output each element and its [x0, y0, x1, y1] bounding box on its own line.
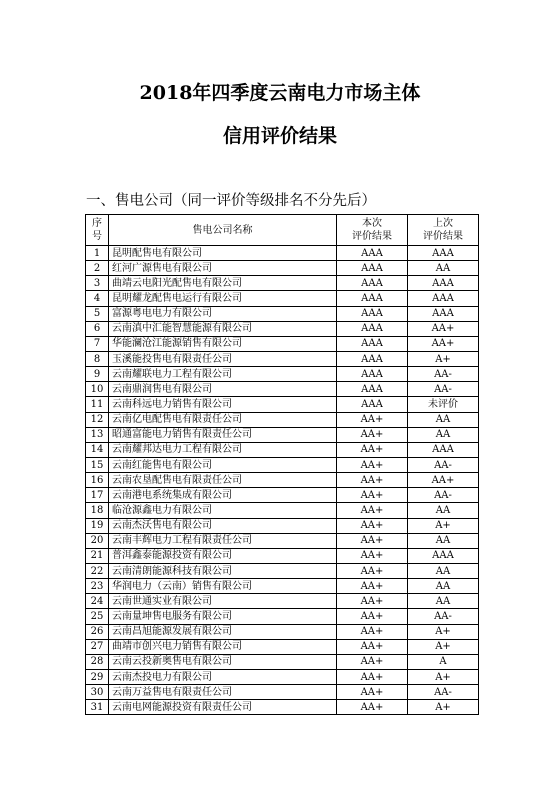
table-row: [86, 457, 479, 472]
table-row: [86, 397, 479, 412]
page-title-line1: 2018年四季度云南电力市场主体: [139, 82, 421, 104]
this-rating: AAA: [337, 367, 408, 382]
company-name: 富源粤电电力有限公司: [109, 306, 337, 321]
header-this-result: [337, 215, 408, 246]
table-row: [86, 518, 479, 533]
company-name: 昆明配售电有限公司: [109, 246, 337, 261]
table-row: [86, 473, 479, 488]
row-number: 10: [86, 382, 109, 397]
last-rating: A+: [408, 639, 479, 654]
this-rating: AA+: [337, 533, 408, 548]
header-no: [86, 215, 109, 246]
table-row: [86, 503, 479, 518]
row-number: 26: [86, 624, 109, 639]
company-name: 云南杰沃售电有限公司: [109, 518, 337, 533]
last-rating: A+: [408, 669, 479, 684]
table-row: [86, 533, 479, 548]
this-rating: AA+: [337, 518, 408, 533]
table-body: [86, 246, 479, 715]
this-rating: AA+: [337, 685, 408, 700]
table-row: [86, 246, 479, 261]
last-rating: AA: [408, 594, 479, 609]
company-name: 云南万益售电有限责任公司: [109, 685, 337, 700]
this-rating: AAA: [337, 306, 408, 321]
row-number: 17: [86, 488, 109, 503]
this-rating: AA+: [337, 412, 408, 427]
table-row: [86, 579, 479, 594]
last-rating: AAA: [408, 548, 479, 563]
section-heading: 一、售电公司（同一评价等级排名不分先后）: [86, 193, 376, 209]
this-rating: AA+: [337, 457, 408, 472]
header-company-name: 售电公司名称: [109, 215, 337, 246]
last-rating: 未评价: [408, 397, 479, 412]
row-number: 19: [86, 518, 109, 533]
company-name: 云南农垦配售电有限责任公司: [109, 473, 337, 488]
table-row: [86, 685, 479, 700]
company-name: 普洱鑫泰能源投资有限公司: [109, 548, 337, 563]
last-rating: AA-: [408, 488, 479, 503]
row-number: 9: [86, 367, 109, 382]
table-row: [86, 488, 479, 503]
row-number: 18: [86, 503, 109, 518]
header-last-line1: 上次: [433, 218, 453, 229]
last-rating: AAA: [408, 442, 479, 457]
this-rating: AAA: [337, 276, 408, 291]
this-rating: AA+: [337, 442, 408, 457]
row-number: 20: [86, 533, 109, 548]
company-name: 云南云投新奥售电有限公司: [109, 654, 337, 669]
row-number: 16: [86, 473, 109, 488]
last-rating: A+: [408, 700, 479, 715]
row-number: 2: [86, 261, 109, 276]
last-rating: AA+: [408, 321, 479, 336]
this-rating: AA+: [337, 579, 408, 594]
table-row: [86, 306, 479, 321]
row-number: 1: [86, 246, 109, 261]
row-number: 5: [86, 306, 109, 321]
header-this-line2: 评价结果: [352, 231, 392, 242]
table-row: [86, 594, 479, 609]
company-name: 云南清朗能源科技有限公司: [109, 563, 337, 578]
company-name: 红河广源售电有限公司: [109, 261, 337, 276]
row-number: 28: [86, 654, 109, 669]
this-rating: AA+: [337, 548, 408, 563]
row-number: 4: [86, 291, 109, 306]
row-number: 25: [86, 609, 109, 624]
this-rating: AA+: [337, 654, 408, 669]
credit-rating-table: [85, 214, 479, 715]
last-rating: A+: [408, 351, 479, 366]
company-name: 曲靖云电阳光配售电有限公司: [109, 276, 337, 291]
this-rating: AAA: [337, 321, 408, 336]
this-rating: AAA: [337, 291, 408, 306]
table-row: [86, 442, 479, 457]
last-rating: AA+: [408, 473, 479, 488]
last-rating: AAA: [408, 306, 479, 321]
this-rating: AA+: [337, 594, 408, 609]
company-name: 云南红能售电有限公司: [109, 457, 337, 472]
last-rating: AA: [408, 503, 479, 518]
row-number: 23: [86, 579, 109, 594]
header-last-result: [408, 215, 479, 246]
last-rating: A+: [408, 624, 479, 639]
last-rating: AA-: [408, 367, 479, 382]
last-rating: A: [408, 654, 479, 669]
row-number: 31: [86, 700, 109, 715]
this-rating: AA+: [337, 503, 408, 518]
row-number: 22: [86, 563, 109, 578]
this-rating: AAA: [337, 246, 408, 261]
table-row: [86, 427, 479, 442]
page-title-line2: 信用评价结果: [222, 125, 337, 147]
last-rating: AAA: [408, 246, 479, 261]
table-row: [86, 639, 479, 654]
last-rating: AA: [408, 427, 479, 442]
company-name: 昆明耀龙配售电运行有限公司: [109, 291, 337, 306]
table-row: [86, 351, 479, 366]
last-rating: AA: [408, 579, 479, 594]
last-rating: AA-: [408, 609, 479, 624]
company-name: 玉溪能投售电有限责任公司: [109, 351, 337, 366]
this-rating: AAA: [337, 382, 408, 397]
last-rating: AA: [408, 563, 479, 578]
this-rating: AA+: [337, 639, 408, 654]
row-number: 13: [86, 427, 109, 442]
table-row: [86, 321, 479, 336]
table-row: [86, 276, 479, 291]
company-name: 云南耀邦达电力工程有限公司: [109, 442, 337, 457]
this-rating: AAA: [337, 351, 408, 366]
this-rating: AAA: [337, 261, 408, 276]
company-name: 云南耀联电力工程有限公司: [109, 367, 337, 382]
table-row: [86, 412, 479, 427]
this-rating: AAA: [337, 336, 408, 351]
row-number: 14: [86, 442, 109, 457]
table-row: [86, 563, 479, 578]
company-name: 华润电力（云南）销售有限公司: [109, 579, 337, 594]
table-row: [86, 654, 479, 669]
company-name: 临沧源鑫电力有限公司: [109, 503, 337, 518]
company-name: 云南丰辉电力工程有限责任公司: [109, 533, 337, 548]
company-name: 昭通富能电力销售有限责任公司: [109, 427, 337, 442]
row-number: 29: [86, 669, 109, 684]
row-number: 7: [86, 336, 109, 351]
last-rating: AA+: [408, 336, 479, 351]
company-name: 云南电网能源投资有限责任公司: [109, 700, 337, 715]
table-row: [86, 548, 479, 563]
header-last-line2: 评价结果: [423, 231, 463, 242]
company-name: 云南港电系统集成有限公司: [109, 488, 337, 503]
table-row: [86, 367, 479, 382]
last-rating: AA-: [408, 685, 479, 700]
row-number: 12: [86, 412, 109, 427]
last-rating: AAA: [408, 291, 479, 306]
row-number: 3: [86, 276, 109, 291]
this-rating: AA+: [337, 609, 408, 624]
last-rating: AA: [408, 412, 479, 427]
row-number: 27: [86, 639, 109, 654]
company-name: 华能澜沧江能源销售有限公司: [109, 336, 337, 351]
header-no-line1: 序: [92, 218, 102, 229]
company-name: 云南量坤售电服务有限公司: [109, 609, 337, 624]
row-number: 6: [86, 321, 109, 336]
table-row: [86, 261, 479, 276]
row-number: 8: [86, 351, 109, 366]
last-rating: AAA: [408, 276, 479, 291]
last-rating: AA: [408, 533, 479, 548]
header-this-line1: 本次: [362, 218, 382, 229]
this-rating: AA+: [337, 563, 408, 578]
this-rating: AA+: [337, 427, 408, 442]
last-rating: A+: [408, 518, 479, 533]
last-rating: AA: [408, 261, 479, 276]
table-row: [86, 700, 479, 715]
header-no-line2: 号: [92, 231, 102, 242]
row-number: 21: [86, 548, 109, 563]
table-row: [86, 291, 479, 306]
company-name: 云南鼎润售电有限公司: [109, 382, 337, 397]
table-row: [86, 624, 479, 639]
row-number: 30: [86, 685, 109, 700]
table-row: [86, 336, 479, 351]
last-rating: AA-: [408, 457, 479, 472]
last-rating: AA-: [408, 382, 479, 397]
company-name: 云南世通实业有限公司: [109, 594, 337, 609]
this-rating: AA+: [337, 624, 408, 639]
this-rating: AA+: [337, 488, 408, 503]
company-name: 云南滇中汇能智慧能源有限公司: [109, 321, 337, 336]
table-header-row: [86, 215, 479, 246]
company-name: 云南昌旭能源发展有限公司: [109, 624, 337, 639]
row-number: 24: [86, 594, 109, 609]
row-number: 11: [86, 397, 109, 412]
company-name: 云南科远电力销售有限公司: [109, 397, 337, 412]
row-number: 15: [86, 457, 109, 472]
table-row: [86, 382, 479, 397]
this-rating: AA+: [337, 473, 408, 488]
company-name: 曲靖市创兴电力销售有限公司: [109, 639, 337, 654]
table-row: [86, 609, 479, 624]
this-rating: AAA: [337, 397, 408, 412]
this-rating: AA+: [337, 669, 408, 684]
this-rating: AA+: [337, 700, 408, 715]
company-name: 云南亿电配售电有限责任公司: [109, 412, 337, 427]
table-row: [86, 669, 479, 684]
company-name: 云南杰投电力有限公司: [109, 669, 337, 684]
